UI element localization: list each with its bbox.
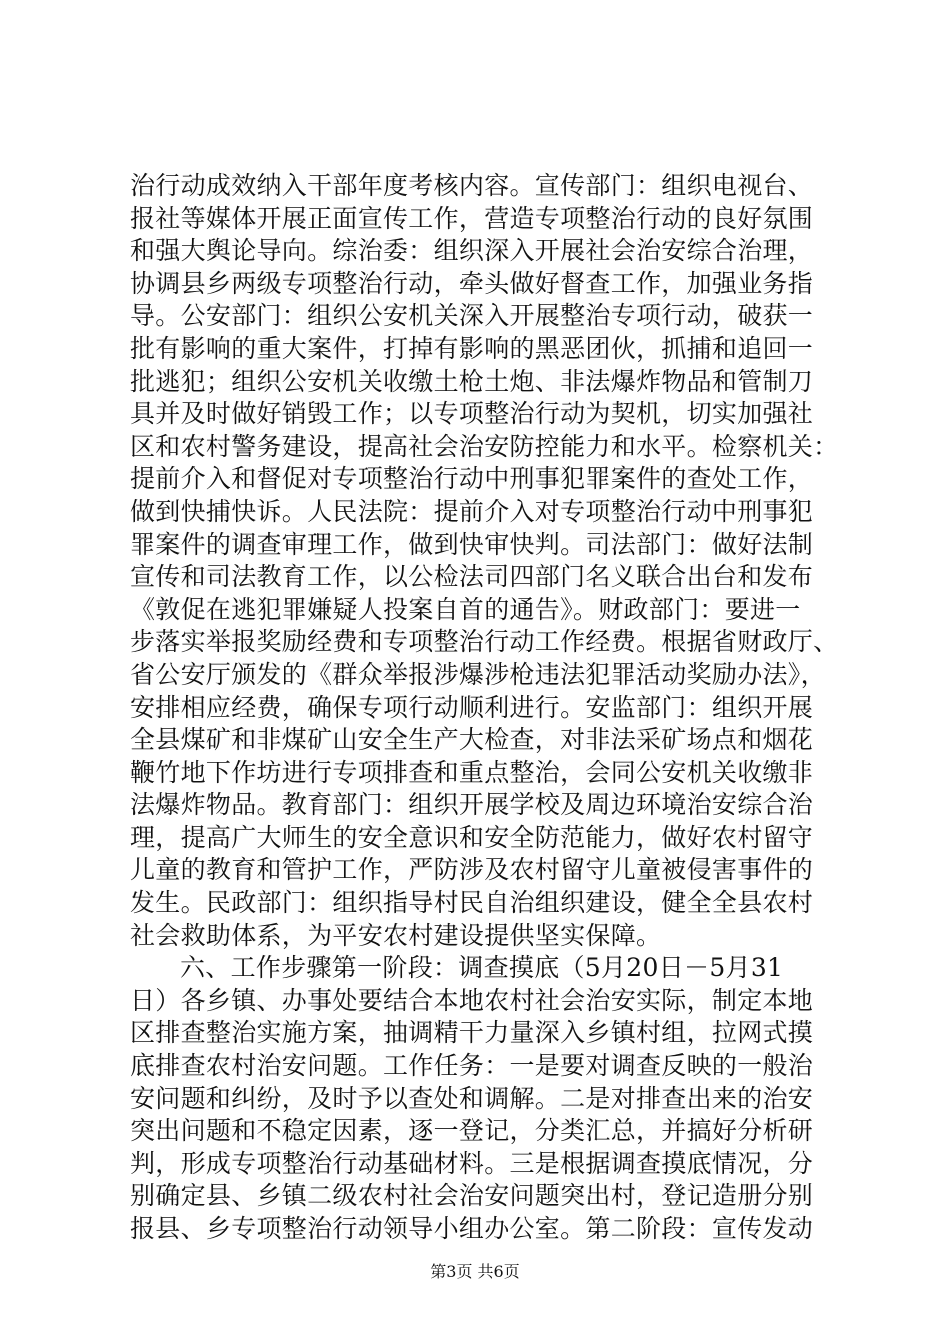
text-line: 全县煤矿和非煤矿山安全生产大检查，对非法采矿场点和烟花 (130, 725, 814, 755)
text-line: 社会救助体系，为平安农村建设提供坚实保障。 (130, 920, 662, 950)
text-line: 安排相应经费，确保专项行动顺利进行。安监部门：组织开展 (130, 692, 814, 722)
text-line: 罪案件的调查审理工作，做到快审快判。司法部门：做好法制 (130, 529, 814, 559)
text-line: 安问题和纠纷，及时予以查处和调解。二是对排查出来的治安 (130, 1083, 814, 1113)
text-line: 发生。民政部门：组织指导村民自治组织建设，健全全县农村 (130, 888, 814, 918)
text-line: 《敦促在逃犯罪嫌疑人投案自首的通告》。财政部门：要进一 (130, 594, 801, 624)
section-heading-line: 六、工作步骤第一阶段：调查摸底（5月20日－5月31 (180, 953, 784, 983)
text-line: 报社等媒体开展正面宣传工作，营造专项整治行动的良好氛围 (130, 203, 814, 233)
body-text (130, 170, 839, 1246)
text-line: 儿童的教育和管护工作，严防涉及农村留守儿童被侵害事件的 (130, 855, 814, 885)
text-line: 法爆炸物品。教育部门：组织开展学校及周边环境治安综合治 (130, 790, 814, 820)
text-line: 导。公安部门：组织公安机关深入开展整治专项行动，破获一 (130, 301, 814, 331)
text-line: 区和农村警务建设，提高社会治安防控能力和水平。检察机关： (130, 431, 839, 461)
text-line: 提前介入和督促对专项整治行动中刑事犯罪案件的查处工作， (130, 464, 814, 494)
text-line: 省公安厅颁发的《群众举报涉爆涉枪违法犯罪活动奖励办法》， (130, 659, 826, 689)
text-line: 和强大舆论导向。综治委：组织深入开展社会治安综合治理， (130, 236, 814, 266)
text-line: 日）各乡镇、办事处要结合本地农村社会治安实际，制定本地 (130, 985, 814, 1015)
text-line: 鞭竹地下作坊进行专项排查和重点整治，会同公安机关收缴非 (130, 757, 814, 787)
text-line: 判，形成专项整治行动基础材料。三是根据调查摸底情况，分 (130, 1148, 814, 1178)
text-line: 做到快捕快诉。人民法院：提前介入对专项整治行动中刑事犯 (130, 496, 814, 526)
text-line: 宣传和司法教育工作，以公检法司四部门名义联合出台和发布 (130, 562, 814, 592)
text-line: 步落实举报奖励经费和专项整治行动工作经费。根据省财政厅、 (130, 627, 839, 657)
text-line: 批逃犯；组织公安机关收缴土枪土炮、非法爆炸物品和管制刀 (130, 366, 814, 396)
text-line: 底排查农村治安问题。工作任务：一是要对调查反映的一般治 (130, 1051, 814, 1081)
text-line: 别确定县、乡镇二级农村社会治安问题突出村，登记造册分别 (130, 1181, 814, 1211)
text-line: 突出问题和不稳定因素，逐一登记，分类汇总，并搞好分析研 (130, 1116, 814, 1146)
text-line: 治行动成效纳入干部年度考核内容。宣传部门：组织电视台、 (130, 171, 814, 200)
text-line: 具并及时做好销毁工作；以专项整治行动为契机，切实加强社 (130, 399, 814, 429)
text-line: 理，提高广大师生的安全意识和安全防范能力，做好农村留守 (130, 822, 814, 852)
text-line: 协调县乡两级专项整治行动，牵头做好督查工作，加强业务指 (130, 268, 814, 298)
page-number-footer: 第3页 共6页 (430, 1262, 520, 1281)
text-line: 区排查整治实施方案，抽调精干力量深入乡镇村组，拉网式摸 (130, 1018, 814, 1048)
text-line: 批有影响的重大案件，打掉有影响的黑恶团伙，抓捕和追回一 (130, 333, 814, 363)
text-line: 报县、乡专项整治行动领导小组办公室。第二阶段：宣传发动 (130, 1214, 814, 1243)
